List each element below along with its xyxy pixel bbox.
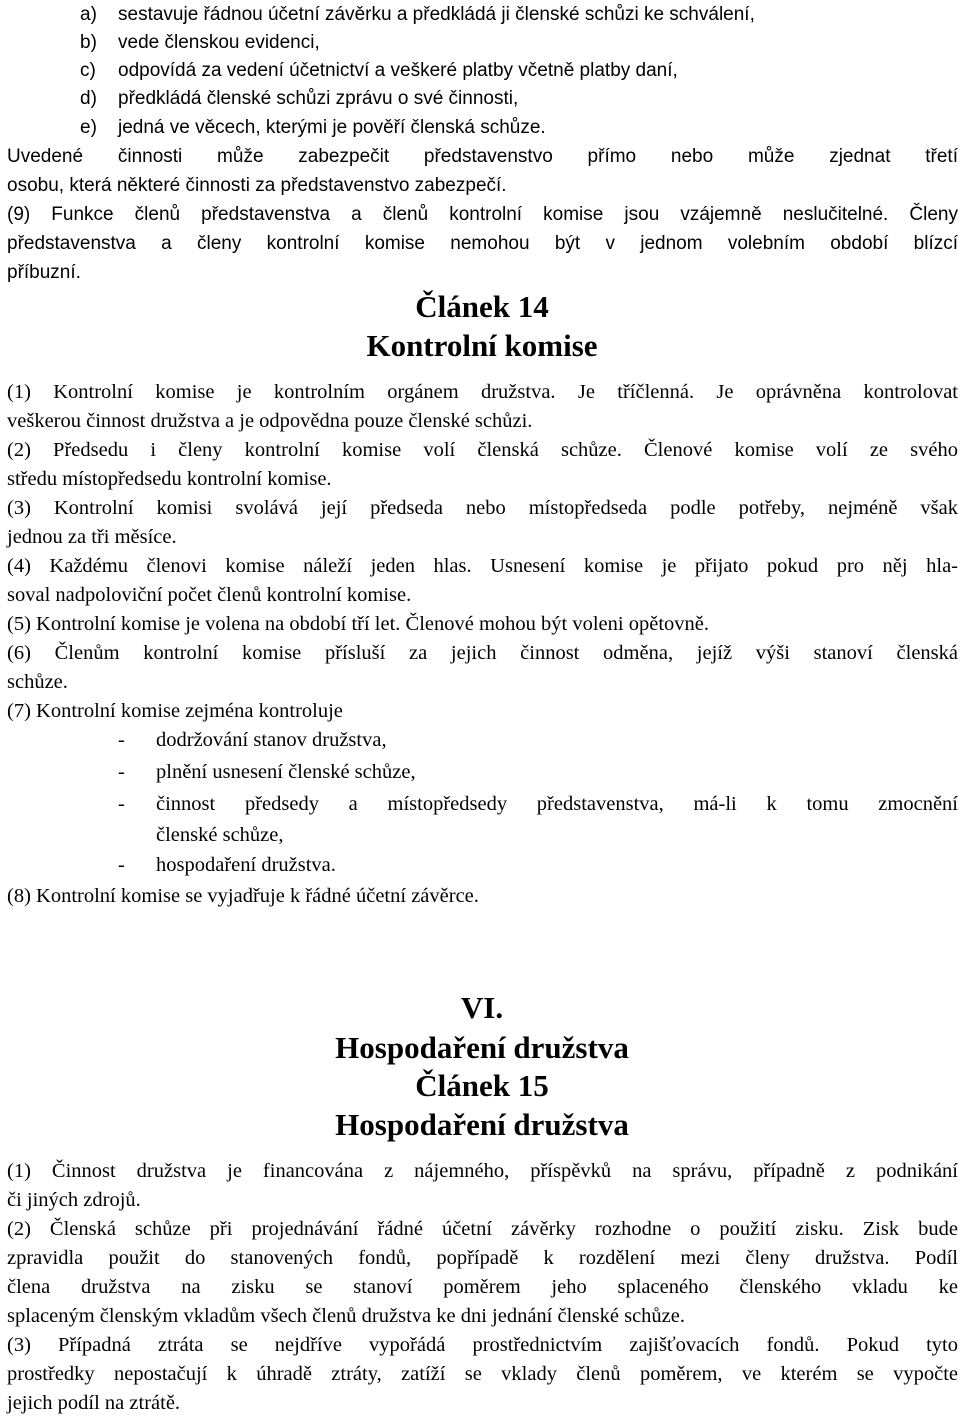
article-14-p7-intro: (7) Kontrolní komise zejména kontroluje [7,700,343,722]
list-item: hospodaření družstva. [156,854,336,876]
list-dash: - [118,761,125,783]
article-14-title: Kontrolní komise [366,328,598,363]
article-15-p1-line: (1) Činnost družstva je financována z nájemného, příspěvků na správu, případně z podnikání [7,1160,958,1182]
article-14-p5-line: (5) Kontrolní komise je volena na období tří let. Členové mohou být voleni opětovně. [7,613,709,635]
article-14-p4-line: soval nadpoloviční počet členů kontrolní komise. [7,584,412,606]
article-15-p2-line: splaceným členským vkladům všech členů družstva ke dni jednání členské schůze. [7,1305,685,1327]
article-14-p1-line: veškerou činnost družstva a je odpovědna pouze členské schůzi. [7,410,533,432]
list-dash: - [118,729,125,751]
list-item: vede členskou evidenci, [118,32,320,53]
list-dash: - [118,793,125,815]
article-15-number: Článek 15 [415,1068,549,1103]
article-15-p2-line: zpravidla použit do stanovených fondů, popřípadě k rozdělení mezi členy družstva. Podíl [7,1247,958,1269]
list-item-letter: b) [80,32,97,53]
article-14-p3-line: (3) Kontrolní komisi svolává její předseda nebo místopředseda podle potřeby, nejméně však [7,497,958,519]
list-item-letter: d) [80,88,97,109]
list-item: činnost předsedy a místopředsedy představenstva, má-li k tomu zmocnění [156,793,958,815]
article-15-p2-line: (2) Členská schůze při projednávání řádné účetní závěrky rozhodne o použití zisku. Zisk bude [7,1218,958,1240]
paragraph-9-line: představenstva a členy kontrolní komise nemohou být v jednom volebním období blízcí [7,233,958,254]
list-item-continuation: členské schůze, [156,824,284,846]
article-14-p4-line: (4) Každému členovi komise náleží jeden hlas. Usnesení komise je přijato pokud pro něj hla- [7,555,958,577]
article-15-p3-line: jejich podíl na ztrátě. [7,1392,181,1414]
article-14-p2-line: středu místopředsedu kontrolní komise. [7,468,332,490]
article-15-p3-line: (3) Případná ztráta se nejdříve vypořádá prostřednictvím zajišťovacích fondů. Pokud tyto [7,1334,958,1356]
article-14-p2-line: (2) Předsedu i členy kontrolní komise volí členská schůze. Členové komise volí ze svého [7,439,958,461]
article-14-p6-line: (6) Členům kontrolní komise přísluší za jejich činnost odměna, jejíž výši stanoví členská [7,642,958,664]
paragraph-delegate-line: Uvedené činnosti může zabezpečit představenstvo přímo nebo může zjednat třetí [7,146,958,167]
list-item-letter: a) [80,4,97,25]
list-item: odpovídá za vedení účetnictví a veškeré platby včetně platby daní, [118,60,678,81]
list-item-letter: c) [80,60,96,81]
article-14-p8-line: (8) Kontrolní komise se vyjadřuje k řádné účetní závěrce. [7,885,479,907]
article-14-number: Článek 14 [415,289,549,324]
list-item: plnění usnesení členské schůze, [156,761,416,783]
article-15-p3-line: prostředky nepostačují k úhradě ztráty, zatíží se vklady členů poměrem, ve kterém se vypočte [7,1363,958,1385]
list-item-letter: e) [80,117,97,138]
article-14-p3-line: jednou za tři měsíce. [7,526,177,548]
list-item: dodržování stanov družstva, [156,729,387,751]
article-15-p1-line: či jiných zdrojů. [7,1189,141,1211]
article-14-p6-line: schůze. [7,671,68,693]
paragraph-9-line: příbuzní. [7,262,81,283]
paragraph-9-line: (9) Funkce členů představenstva a členů kontrolní komise jsou vzájemně neslučitelné. Členy [7,204,958,225]
list-dash: - [118,854,125,876]
paragraph-delegate-line: osobu, která některé činnosti za představenstvo zabezpečí. [7,175,507,196]
article-15-p2-line: člena družstva na zisku se stanoví poměrem jeho splaceného členského vkladu ke [7,1276,958,1298]
part-6-title: Hospodaření družstva [335,1030,629,1065]
article-15-title: Hospodaření družstva [335,1107,629,1142]
part-6-roman: VI. [460,990,504,1025]
article-14-p1-line: (1) Kontrolní komise je kontrolním orgánem družstva. Je tříčlenná. Je oprávněna kontrolovat [7,381,958,403]
list-item: jedná ve věcech, kterými je pověří členská schůze. [118,117,546,138]
list-item: předkládá členské schůzi zprávu o své činnosti, [118,88,519,109]
list-item: sestavuje řádnou účetní závěrku a předkládá ji členské schůzi ke schválení, [118,4,755,25]
